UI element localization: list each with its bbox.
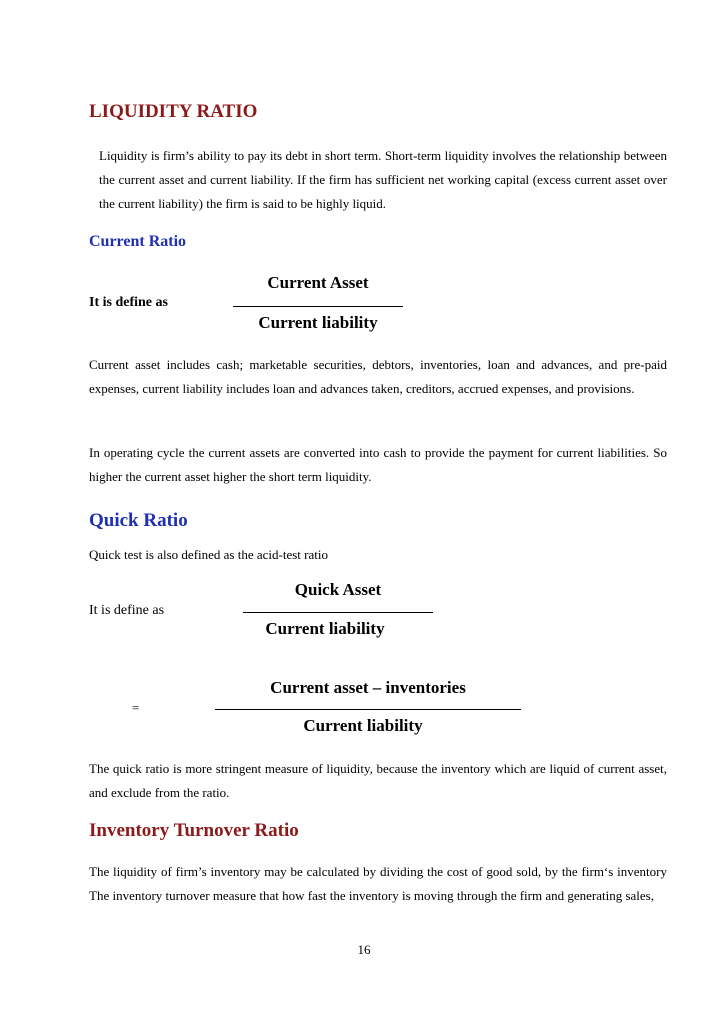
current-ratio-fraction-bar bbox=[233, 306, 403, 307]
current-ratio-define-label: It is define as bbox=[89, 295, 168, 310]
current-ratio-paragraph-1: Current asset includes cash; marketable securities, debtors, inventories, loan and advances, and pre-paid expenses, current liability includes loan and advances taken, creditors, accrued expenses, and provisions. bbox=[89, 357, 667, 396]
inventory-turnover-paragraph: The liquidity of firm’s inventory may be calculated by dividing the cost of good sold, by the firm‘s inventory The inventory turnover measure that how fast the inventory is moving through the firm and generating sales, bbox=[89, 864, 667, 903]
quick-ratio-expanded-numerator: Current asset – inventories bbox=[270, 678, 466, 697]
quick-ratio-numerator: Quick Asset bbox=[294, 580, 382, 599]
quick-ratio-denominator: Current liability bbox=[265, 619, 385, 638]
quick-ratio-expanded-fraction-bar bbox=[215, 709, 521, 710]
inventory-turnover-heading: Inventory Turnover Ratio bbox=[89, 820, 299, 841]
liquidity-ratio-heading: LIQUIDITY RATIO bbox=[89, 101, 258, 122]
quick-ratio-fraction-bar bbox=[243, 612, 433, 613]
quick-ratio-expanded-denominator: Current liability bbox=[303, 716, 423, 735]
page-number: 16 bbox=[357, 942, 371, 957]
quick-ratio-intro: Quick test is also defined as the acid-test ratio bbox=[89, 547, 328, 562]
quick-ratio-paragraph: The quick ratio is more stringent measure of liquidity, because the inventory which are liquid of current asset, and exclude from the ratio. bbox=[89, 761, 667, 800]
liquidity-ratio-paragraph: Liquidity is firm’s ability to pay its debt in short term. Short-term liquidity involves the relationship between the current asset and current liability. If the firm has sufficient net working capital (excess current asset over the current liability) the firm is said to be highly liquid. bbox=[99, 148, 667, 211]
quick-ratio-heading: Quick Ratio bbox=[89, 510, 188, 531]
quick-ratio-equals-sign: = bbox=[132, 700, 140, 715]
current-ratio-denominator: Current liability bbox=[258, 313, 378, 332]
current-ratio-heading: Current Ratio bbox=[89, 233, 187, 250]
current-ratio-numerator: Current Asset bbox=[267, 273, 369, 292]
current-ratio-paragraph-2: In operating cycle the current assets are converted into cash to provide the payment for current liabilities. So higher the current asset higher the short term liquidity. bbox=[89, 445, 667, 484]
quick-ratio-define-label: It is define as bbox=[89, 603, 165, 618]
